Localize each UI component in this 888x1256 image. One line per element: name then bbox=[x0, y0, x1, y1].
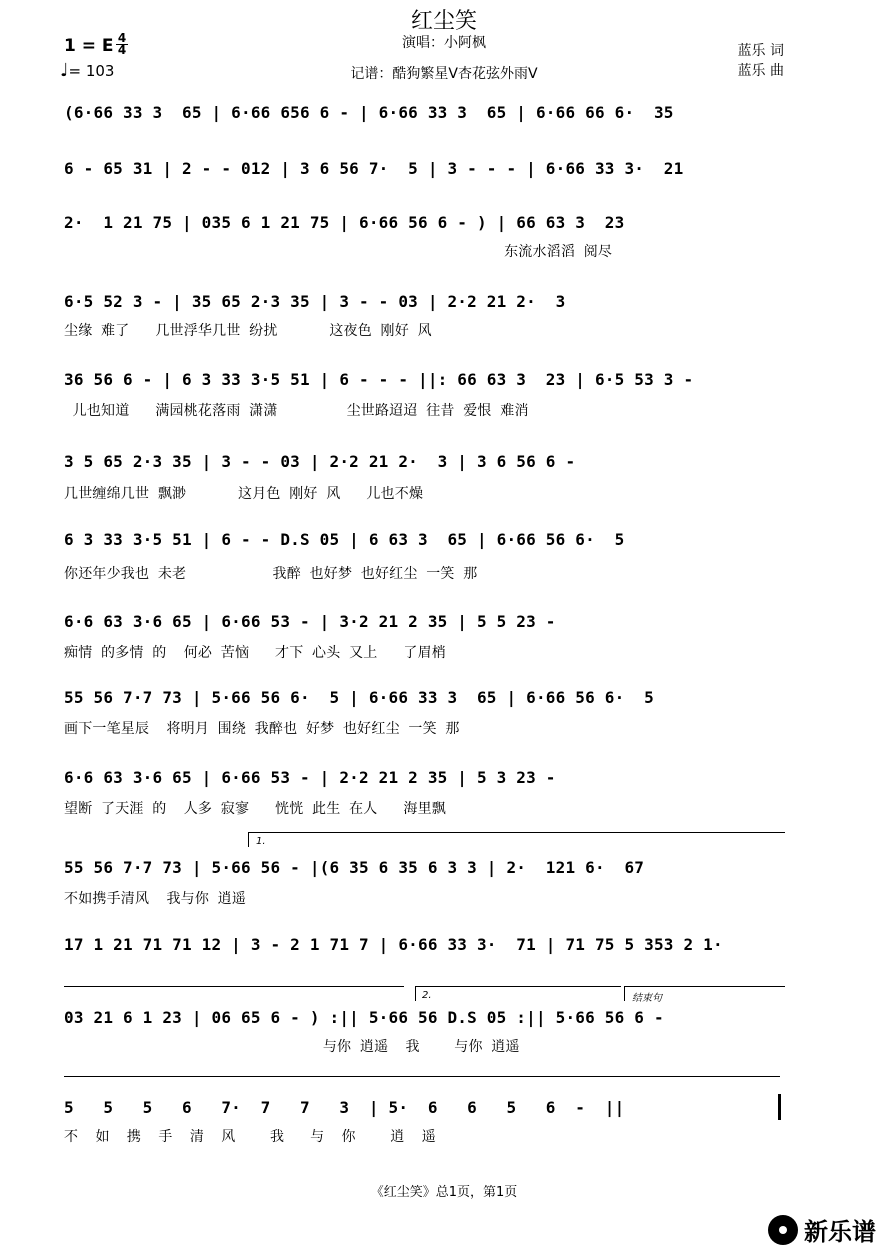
volta-final-continuation bbox=[64, 1076, 780, 1091]
tempo-marking bbox=[60, 60, 114, 81]
volta-label-ending: 结束句 bbox=[632, 993, 662, 1004]
composer-credit: 蓝乐 曲 bbox=[737, 63, 784, 79]
score-row-1: (6·66 33 3 65 | 6·66 656 6 - | 6·66 33 3 65 | 6·66 66 6· 35 bbox=[64, 103, 674, 122]
volta-first-ending bbox=[248, 832, 785, 847]
vinyl-disc-icon bbox=[768, 1215, 798, 1245]
singer-credit: 演唱：小阿枫 bbox=[402, 35, 486, 51]
time-signature-top: 4 bbox=[117, 31, 127, 45]
score-row-2: 6 - 65 31 | 2 - - 012 | 3 6 56 7· 5 | 3 - - - | 6·66 33 3· 21 bbox=[64, 159, 684, 178]
lyric-row-10: 望断 了天涯 的 人多 寂寥 恍恍 此生 在人 海里飘 bbox=[64, 801, 446, 817]
transcriber-credit: 记谱：酷狗繁星V杏花弦外雨V bbox=[350, 66, 538, 82]
lyric-row-9: 画下一笔星辰 将明月 围绕 我醉也 好梦 也好红尘 一笑 那 bbox=[64, 721, 460, 737]
score-row-5: 36 56 6 - | 6 3 33 3·5 51 | 6 - - - ||: 66 63 3 23 | 6·5 53 3 - bbox=[64, 370, 694, 389]
lyric-row-3: 东流水滔滔 阅尽 bbox=[64, 244, 613, 260]
lyric-row-5: 儿也知道 满园桃花落雨 潇潇 尘世路迢迢 往昔 爱恨 难消 bbox=[64, 403, 529, 419]
score-row-6: 3 5 65 2·3 35 | 3 - - 03 | 2·2 21 2· 3 | 3 6 56 6 - bbox=[64, 452, 576, 471]
page-footer: 《红尘笑》总1页，第1页 bbox=[370, 1185, 518, 1200]
score-row-4: 6·5 52 3 - | 35 65 2·3 35 | 3 - - 03 | 2·2 21 2· 3 bbox=[64, 292, 566, 311]
tempo-value: = 103 bbox=[68, 62, 115, 80]
final-barline bbox=[778, 1094, 781, 1120]
lyric-row-6: 几世缠绵几世 飘渺 这月色 刚好 风 儿也不燥 bbox=[64, 486, 424, 502]
lyric-row-14: 不 如 携 手 清 风 我 与 你 逍 遥 bbox=[64, 1129, 436, 1145]
score-row-10: 6·6 63 3·6 65 | 6·66 53 - | 2·2 21 2 35 | 5 3 23 - bbox=[64, 768, 556, 787]
brand-logo bbox=[768, 1212, 876, 1247]
quarter-note-icon: ♩ bbox=[60, 60, 69, 81]
score-row-9: 55 56 7·7 73 | 5·66 56 6· 5 | 6·66 33 3 65 | 6·66 56 6· 5 bbox=[64, 688, 654, 707]
volta-label-1: 1. bbox=[256, 836, 266, 847]
time-signature bbox=[116, 33, 128, 56]
lyric-row-7: 你还年少我也 未老 我醉 也好梦 也好红尘 一笑 那 bbox=[64, 566, 478, 582]
lyric-row-13: 与你 逍遥 我 与你 逍遥 bbox=[64, 1039, 520, 1055]
time-signature-bottom: 4 bbox=[117, 43, 127, 57]
score-row-12: 17 1 21 71 71 12 | 3 - 2 1 71 7 | 6·66 33 3· 71 | 71 75 5 353 2 1· bbox=[64, 935, 723, 954]
score-row-3: 2· 1 21 75 | 035 6 1 21 75 | 6·66 56 6 - ) | 66 63 3 23 bbox=[64, 213, 625, 232]
lyricist-credit: 蓝乐 词 bbox=[737, 43, 784, 59]
key-signature: 1 = E bbox=[64, 36, 114, 56]
volta-label-2: 2. bbox=[422, 990, 432, 1001]
score-row-14: 5 5 5 6 7· 7 7 3 | 5· 6 6 5 6 - || bbox=[64, 1098, 625, 1117]
brand-name: 新乐谱 bbox=[804, 1218, 876, 1246]
score-row-7: 6 3 33 3·5 51 | 6 - - D.S 05 | 6 63 3 65 | 6·66 56 6· 5 bbox=[64, 530, 625, 549]
lyric-row-8: 痴情 的多情 的 何必 苦恼 才下 心头 又上 了眉梢 bbox=[64, 645, 446, 661]
lyric-row-11: 不如携手清风 我与你 逍遥 bbox=[64, 891, 247, 907]
volta-second-ending bbox=[415, 986, 621, 1001]
score-row-8: 6·6 63 3·6 65 | 6·66 53 - | 3·2 21 2 35 | 5 5 23 - bbox=[64, 612, 556, 631]
song-title: 红尘笑 bbox=[410, 9, 477, 34]
score-row-13: 03 21 6 1 23 | 06 65 6 - ) :|| 5·66 56 D.S 05 :|| 5·66 56 6 - bbox=[64, 1008, 664, 1027]
lyric-row-4: 尘缘 难了 几世浮华几世 纷扰 这夜色 刚好 风 bbox=[64, 323, 432, 339]
score-row-11: 55 56 7·7 73 | 5·66 56 - |(6 35 6 35 6 3 3 | 2· 121 6· 67 bbox=[64, 858, 645, 877]
volta-continuation bbox=[64, 986, 404, 1001]
